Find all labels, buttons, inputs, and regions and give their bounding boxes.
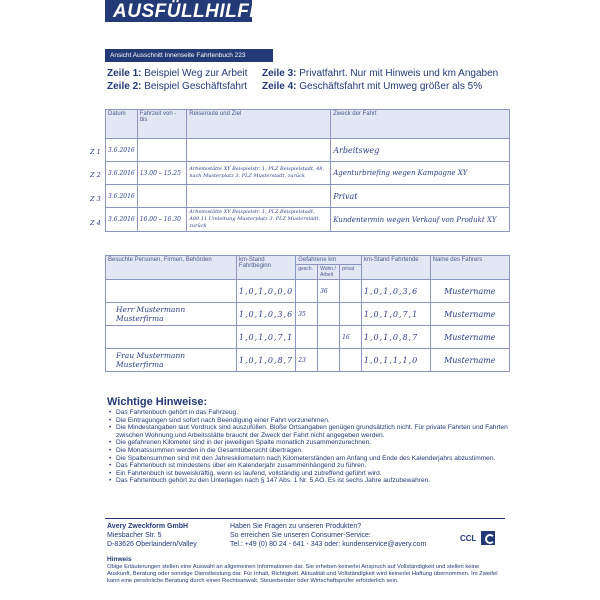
table-row	[106, 280, 510, 303]
commute-cell: 36	[318, 280, 340, 303]
note-title: Hinweis	[107, 556, 132, 563]
header-date: Datum	[106, 110, 138, 139]
header-km-end: km-Stand Fahrtende	[361, 256, 430, 280]
table-row	[106, 208, 510, 232]
contact-line-1: Haben Sie Fragen zu unseren Produkten?	[230, 523, 362, 530]
trip-table	[105, 109, 510, 232]
date-cell: 3.6.2016	[106, 162, 138, 185]
km-start-cell: 1,0,1,0,8,7	[236, 349, 295, 372]
route-cell: Arbeitsstätte XY Beispielstr. 1, PLZ Beispielstadt, A89.11 Umleitung Musterplatz 3, PLZ Musterstadt, zurück	[187, 208, 331, 232]
zeile-1: Zeile 1: Beispiel Weg zur Arbeit	[107, 68, 248, 79]
table-row	[106, 139, 510, 162]
caption-bar: Ansicht Ausschnitt Innenseite Fahrtenbuch 223	[105, 49, 273, 62]
company-name: Avery Zweckform GmbH	[107, 523, 189, 530]
time-cell	[137, 139, 187, 162]
business-cell: 23	[296, 349, 318, 372]
business-cell	[296, 326, 318, 349]
commute-cell	[318, 349, 340, 372]
private-cell	[340, 303, 362, 326]
list-item: • Das Fahrtenbuch ist mindestens über ein Kalenderjahr zusammenhängend zu führen.	[116, 462, 516, 470]
business-cell: 35	[296, 303, 318, 326]
time-cell: 13.00 – 15.25	[137, 162, 187, 185]
header-persons: Besuchte Personen, Firmen, Behörden	[106, 256, 237, 280]
company-address	[107, 522, 197, 549]
page-title: AUSFÜLLHILFE	[113, 1, 263, 22]
table-row	[106, 185, 510, 208]
purpose-cell: Agenturbriefing wegen Kampagne XY	[331, 162, 510, 185]
route-cell: Arbeitsstätte XY Beispielstr. 1, PLZ Beispielstadt, 48, nach Musterplatz 3, PLZ Musterstadt, zurück	[187, 162, 331, 185]
commute-cell	[318, 326, 340, 349]
hints-list	[116, 409, 516, 485]
date-cell: 3.6.2016	[106, 185, 138, 208]
list-item: • Das Fahrtenbuch gehört in das Fahrzeug.	[116, 409, 516, 417]
driver-cell: Mustername	[430, 303, 509, 326]
zeile-3: Zeile 3: Privatfahrt. Nur mit Hinweis und km Angaben	[262, 68, 499, 79]
persons-cell	[106, 326, 237, 349]
purpose-cell: Privat	[331, 185, 510, 208]
commute-cell	[318, 303, 340, 326]
route-cell	[187, 139, 331, 162]
date-cell: 3.6.2016	[106, 208, 138, 232]
header-commute: Wohn./ Arbeit	[318, 265, 340, 280]
company-city: D-83626 Oberlaindern/Valley	[107, 541, 197, 548]
km-start-cell: 1,0,1,0,7,1	[236, 326, 295, 349]
row-label-4: Z 4	[90, 219, 101, 227]
km-end-cell: 1,0,1,0,8,7	[361, 326, 430, 349]
driver-cell: Mustername	[430, 349, 509, 372]
list-item: • Die gefahrenen Kilometer sind in der jeweiligen Spalte monatlich zusammenzurechnen.	[116, 439, 516, 447]
time-cell: 16.00 – 16.30	[137, 208, 187, 232]
km-start-cell: 1,0,1,0,3,6	[236, 303, 295, 326]
table-row	[106, 349, 510, 372]
row-label-3: Z 3	[90, 195, 101, 203]
private-cell: 16	[340, 326, 362, 349]
table-row	[106, 326, 510, 349]
private-cell	[340, 280, 362, 303]
header-km-start: km-Stand Fahrtbeginn	[236, 256, 295, 280]
contact-info	[230, 522, 426, 549]
date-cell: 3.6.2016	[106, 139, 138, 162]
km-table	[105, 255, 510, 372]
row-label-1: Z 1	[90, 148, 101, 156]
km-end-cell: 1,0,1,0,3,6	[361, 280, 430, 303]
route-cell	[187, 185, 331, 208]
note-text: Obige Erläuterungen stellen eine Auswahl an allgemeinen Informationen dar. Sie erheben keinerlei Anspruch auf Vollständigkeit und stellen keine Auskunft, Beratung oder sonstige Dienstleistung dar. Für Inhalt, Richtigkeit, Aktualität und Vollständigkeit wird keinerlei Haftung übernommen. Im Zweifel kann eine persönliche Beratung durch einen Rechtsanwalt, Steuerberater oder Wirtschaftsprüfer erforderlich sein.	[107, 564, 498, 584]
header-time: Fahrzeit von - bis	[137, 110, 187, 139]
zeile-4: Zeile 4: Geschäftsfahrt mit Umweg größer als 5%	[262, 81, 483, 92]
row-label-2: Z 2	[90, 171, 101, 179]
header-private: privat	[340, 265, 362, 280]
time-cell	[137, 185, 187, 208]
purpose-cell: Kundentermin wegen Verkauf von Produkt XY	[331, 208, 510, 232]
contact-line-3: Tel.: +49 (0) 80 24 - 641 - 343 oder: kundenservice@avery.com	[230, 541, 427, 548]
contact-line-2: So erreichen Sie unseren Consumer-Service:	[230, 532, 371, 539]
table-row	[106, 303, 510, 326]
header-purpose: Zweck der Fahrt	[331, 110, 510, 139]
km-end-cell: 1,0,1,1,1,0	[361, 349, 430, 372]
company-street: Miesbacher Str. 5	[107, 532, 162, 539]
km-start-cell: 1,0,1,0,0,0	[236, 280, 295, 303]
header-business: gesch.	[296, 265, 318, 280]
list-item: • Ein Fahrtenbuch ist beweiskräftig, wenn es laufend, vollständig und zutreffend geführt wird.	[116, 470, 516, 478]
persons-cell	[106, 280, 237, 303]
list-item: • Die Spaltensummen sind mit den Jahreskilometern nach Kilometerständen am Anfang und Ende des Kalenderjahrs abzustimmen.	[116, 455, 516, 463]
footer-divider	[105, 518, 505, 519]
private-cell	[340, 349, 362, 372]
hints-title: Wichtige Hinweise:	[107, 396, 208, 408]
km-end-cell: 1,0,1,0,7,1	[361, 303, 430, 326]
header-driven: Gefahrene km	[296, 256, 362, 265]
driver-cell: Mustername	[430, 326, 509, 349]
header-route: Reiseroute und Ziel	[187, 110, 331, 139]
list-item: • Die Monatssummen werden in die Gesamtübersicht übertragen.	[116, 447, 516, 455]
business-cell	[296, 280, 318, 303]
driver-cell: Mustername	[430, 280, 509, 303]
persons-cell: Frau Mustermann Musterfirma	[106, 349, 237, 372]
list-item: • Das Fahrtenbuch gehört zu den Unterlagen nach § 147 Abs. 1 Nr. 5 AO. Es ist sechs Jahre aufzubewahren.	[116, 477, 516, 485]
ccl-logo-text: CCL	[460, 534, 477, 543]
list-item: • Die Eintragungen sind sofort nach Beendigung einer Fahrt vorzunehmen.	[116, 417, 516, 425]
purpose-cell: Arbeitsweg	[331, 139, 510, 162]
persons-cell: Herr Mustermann Musterfirma	[106, 303, 237, 326]
list-item: • Die Mindestangaben laut Vordruck sind auszufüllen. Bloße Ortsangaben genügen grundsätzlich nicht. Für private Fahrten und Fahrten zwischen Wohnung und Arbeitsstätte braucht der Zweck der Fahrt nicht angegeben werden.	[116, 424, 516, 439]
header-driver: Name des Fahrers	[430, 256, 509, 280]
ccl-logo-icon	[481, 531, 495, 545]
table-row	[106, 162, 510, 185]
zeile-2: Zeile 2: Beispiel Geschäftsfahrt	[107, 81, 248, 92]
